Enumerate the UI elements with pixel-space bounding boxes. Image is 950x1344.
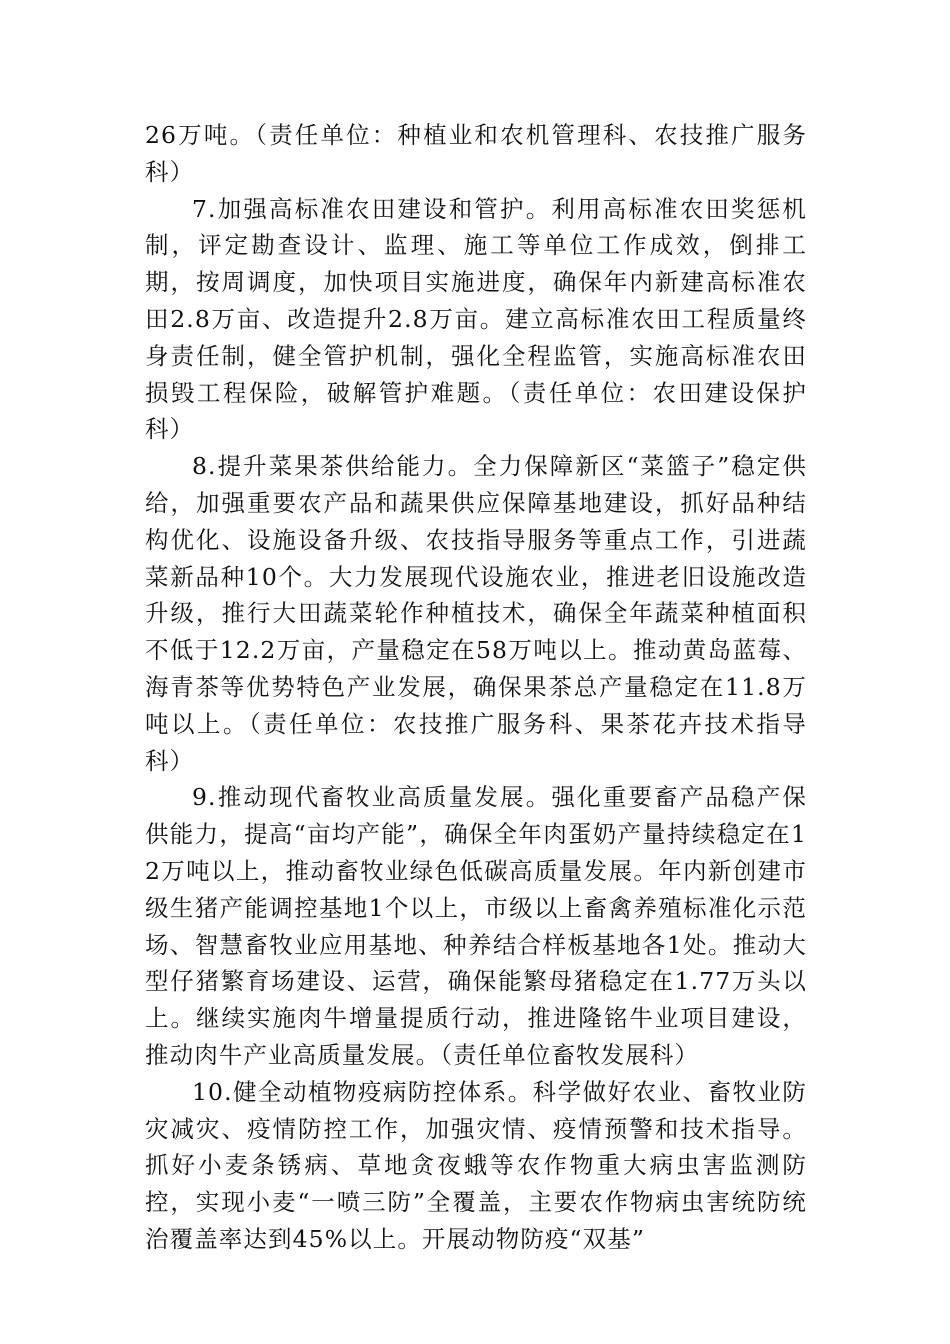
paragraph-item-10: 10.健全动植物疫病防控体系。科学做好农业、畜牧业防灾减灾、疫情防控工作，加强灾情、疫情预警和技术指导。抓好小麦条锈病、草地贪夜蛾等农作物重大病虫害监测防控，实现小麦“一喷三防”全覆盖，主要农作物病虫害统防统治覆盖率达到45%以上。开展动物防疫“双基”	[145, 1077, 807, 1253]
paragraph-item-8: 8.提升菜果茶供给能力。全力保障新区“菜篮子”稳定供给，加强重要农产品和蔬果供应保障基地建设，抓好品种结构优化、设施设备升级、农技指导服务等重点工作，引进蔬菜新品种10个。大力发展现代设施农业，推进老旧设施改造升级，推行大田蔬菜轮作种植技术，确保全年蔬菜种植面积不低于12.2万亩，产量稳定在58万吨以上。推动黄岛蓝莓、海青茶等优势特色产业发展，确保果茶总产量稳定在11.8万吨以上。（责任单位：农技推广服务科、果茶花卉技术指导科）	[145, 452, 807, 775]
paragraph-continued: 26万吨。（责任单位：种植业和农机管理科、农技推广服务科）	[145, 121, 807, 186]
paragraph-item-9: 9.推动现代畜牧业高质量发展。强化重要畜产品稳产保供能力，提高“亩均产能”，确保全年肉蛋奶产量持续稳定在12万吨以上，推动畜牧业绿色低碳高质量发展。年内新创建市级生猪产能调控基地1个以上，市级以上畜禽养殖标准化示范场、智慧畜牧业应用基地、种养结合样板基地各1处。推动大型仔猪繁育场建设、运营，确保能繁母猪稳定在1.77万头以上。继续实施肉牛增量提质行动，推进隆铭牛业项目建设，推动肉牛产业高质量发展。（责任单位畜牧发展科）	[145, 783, 807, 1069]
paragraph-item-7: 7.加强高标准农田建设和管护。利用高标准农田奖惩机制，评定勘查设计、监理、施工等单位工作成效，倒排工期，按周调度，加快项目实施进度，确保年内新建高标准农田2.8万亩、改造提升2.8万亩。建立高标准农田工程质量终身责任制，健全管护机制，强化全程监管，实施高标准农田损毁工程保险，破解管护难题。（责任单位：农田建设保护科）	[145, 194, 807, 444]
document-page	[145, 117, 807, 1258]
